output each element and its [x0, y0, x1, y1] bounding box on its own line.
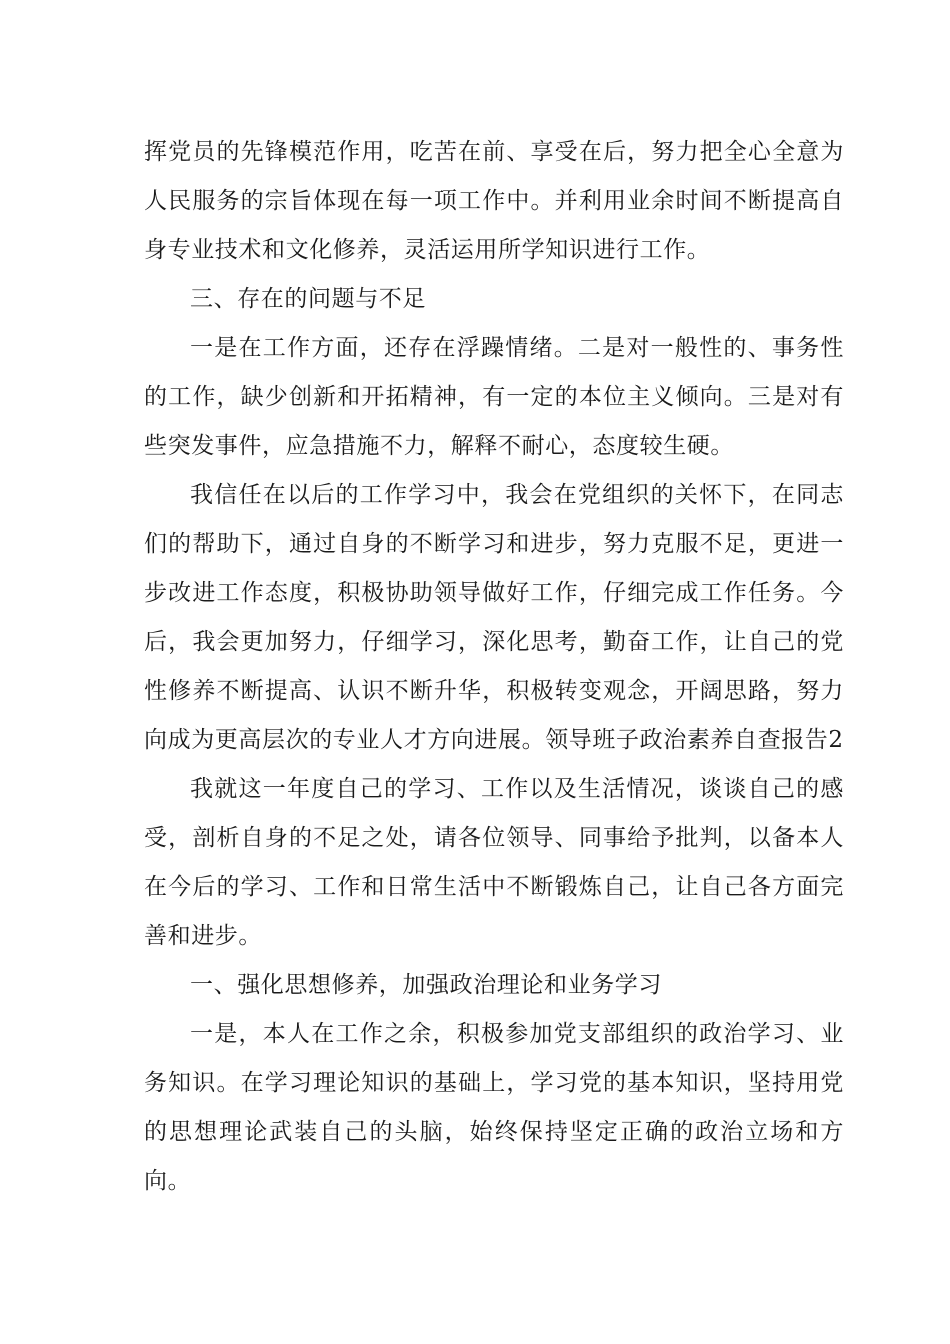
paragraph-continuation: 挥党员的先锋模范作用，吃苦在前、享受在后，努力把全心全意为人民服务的宗旨体现在每一项工作中。并利用业余时间不断提高自身专业技术和文化修养，灵活运用所学知识进行工作。 [144, 139, 844, 263]
document-body [144, 128, 844, 1206]
paragraph-report-intro: 我就这一年度自己的学习、工作以及生活情况，谈谈自己的感受，剖析自身的不足之处，请各位领导、同事给予批判，以备本人在今后的学习、工作和日常生活中不断锻炼自己，让自己各方面完善和进步。 [144, 776, 844, 949]
paragraph-study-detail: 一是，本人在工作之余，积极参加党支部组织的政治学习、业务知识。在学习理论知识的基础上，学习党的基本知识，坚持用党的思想理论武装自己的头脑，始终保持坚定正确的政治立场和方向。 [144, 1021, 844, 1194]
paragraph-shortcomings: 一是在工作方面，还存在浮躁情绪。二是对一般性的、事务性的工作，缺少创新和开拓精神，有一定的本位主义倾向。三是对有些突发事件，应急措施不力，解释不耐心，态度较生硬。 [144, 335, 844, 459]
section-heading-problems: 三、存在的问题与不足 [190, 286, 426, 312]
section-heading-study: 一、强化思想修养，加强政治理论和业务学习 [190, 972, 662, 998]
paragraph-resolution: 我信任在以后的工作学习中，我会在党组织的关怀下，在同志们的帮助下，通过自身的不断学习和进步，努力克服不足，更进一步改进工作态度，积极协助领导做好工作，仔细完成工作任务。今后，我会更加努力，仔细学习，深化思考，勤奋工作，让自己的党性修养不断提高、认识不断升华，积极转变观念，开阔思路，努力向成为更高层次的专业人才方向进展。领导班子政治素养自查报告2 [144, 482, 844, 753]
